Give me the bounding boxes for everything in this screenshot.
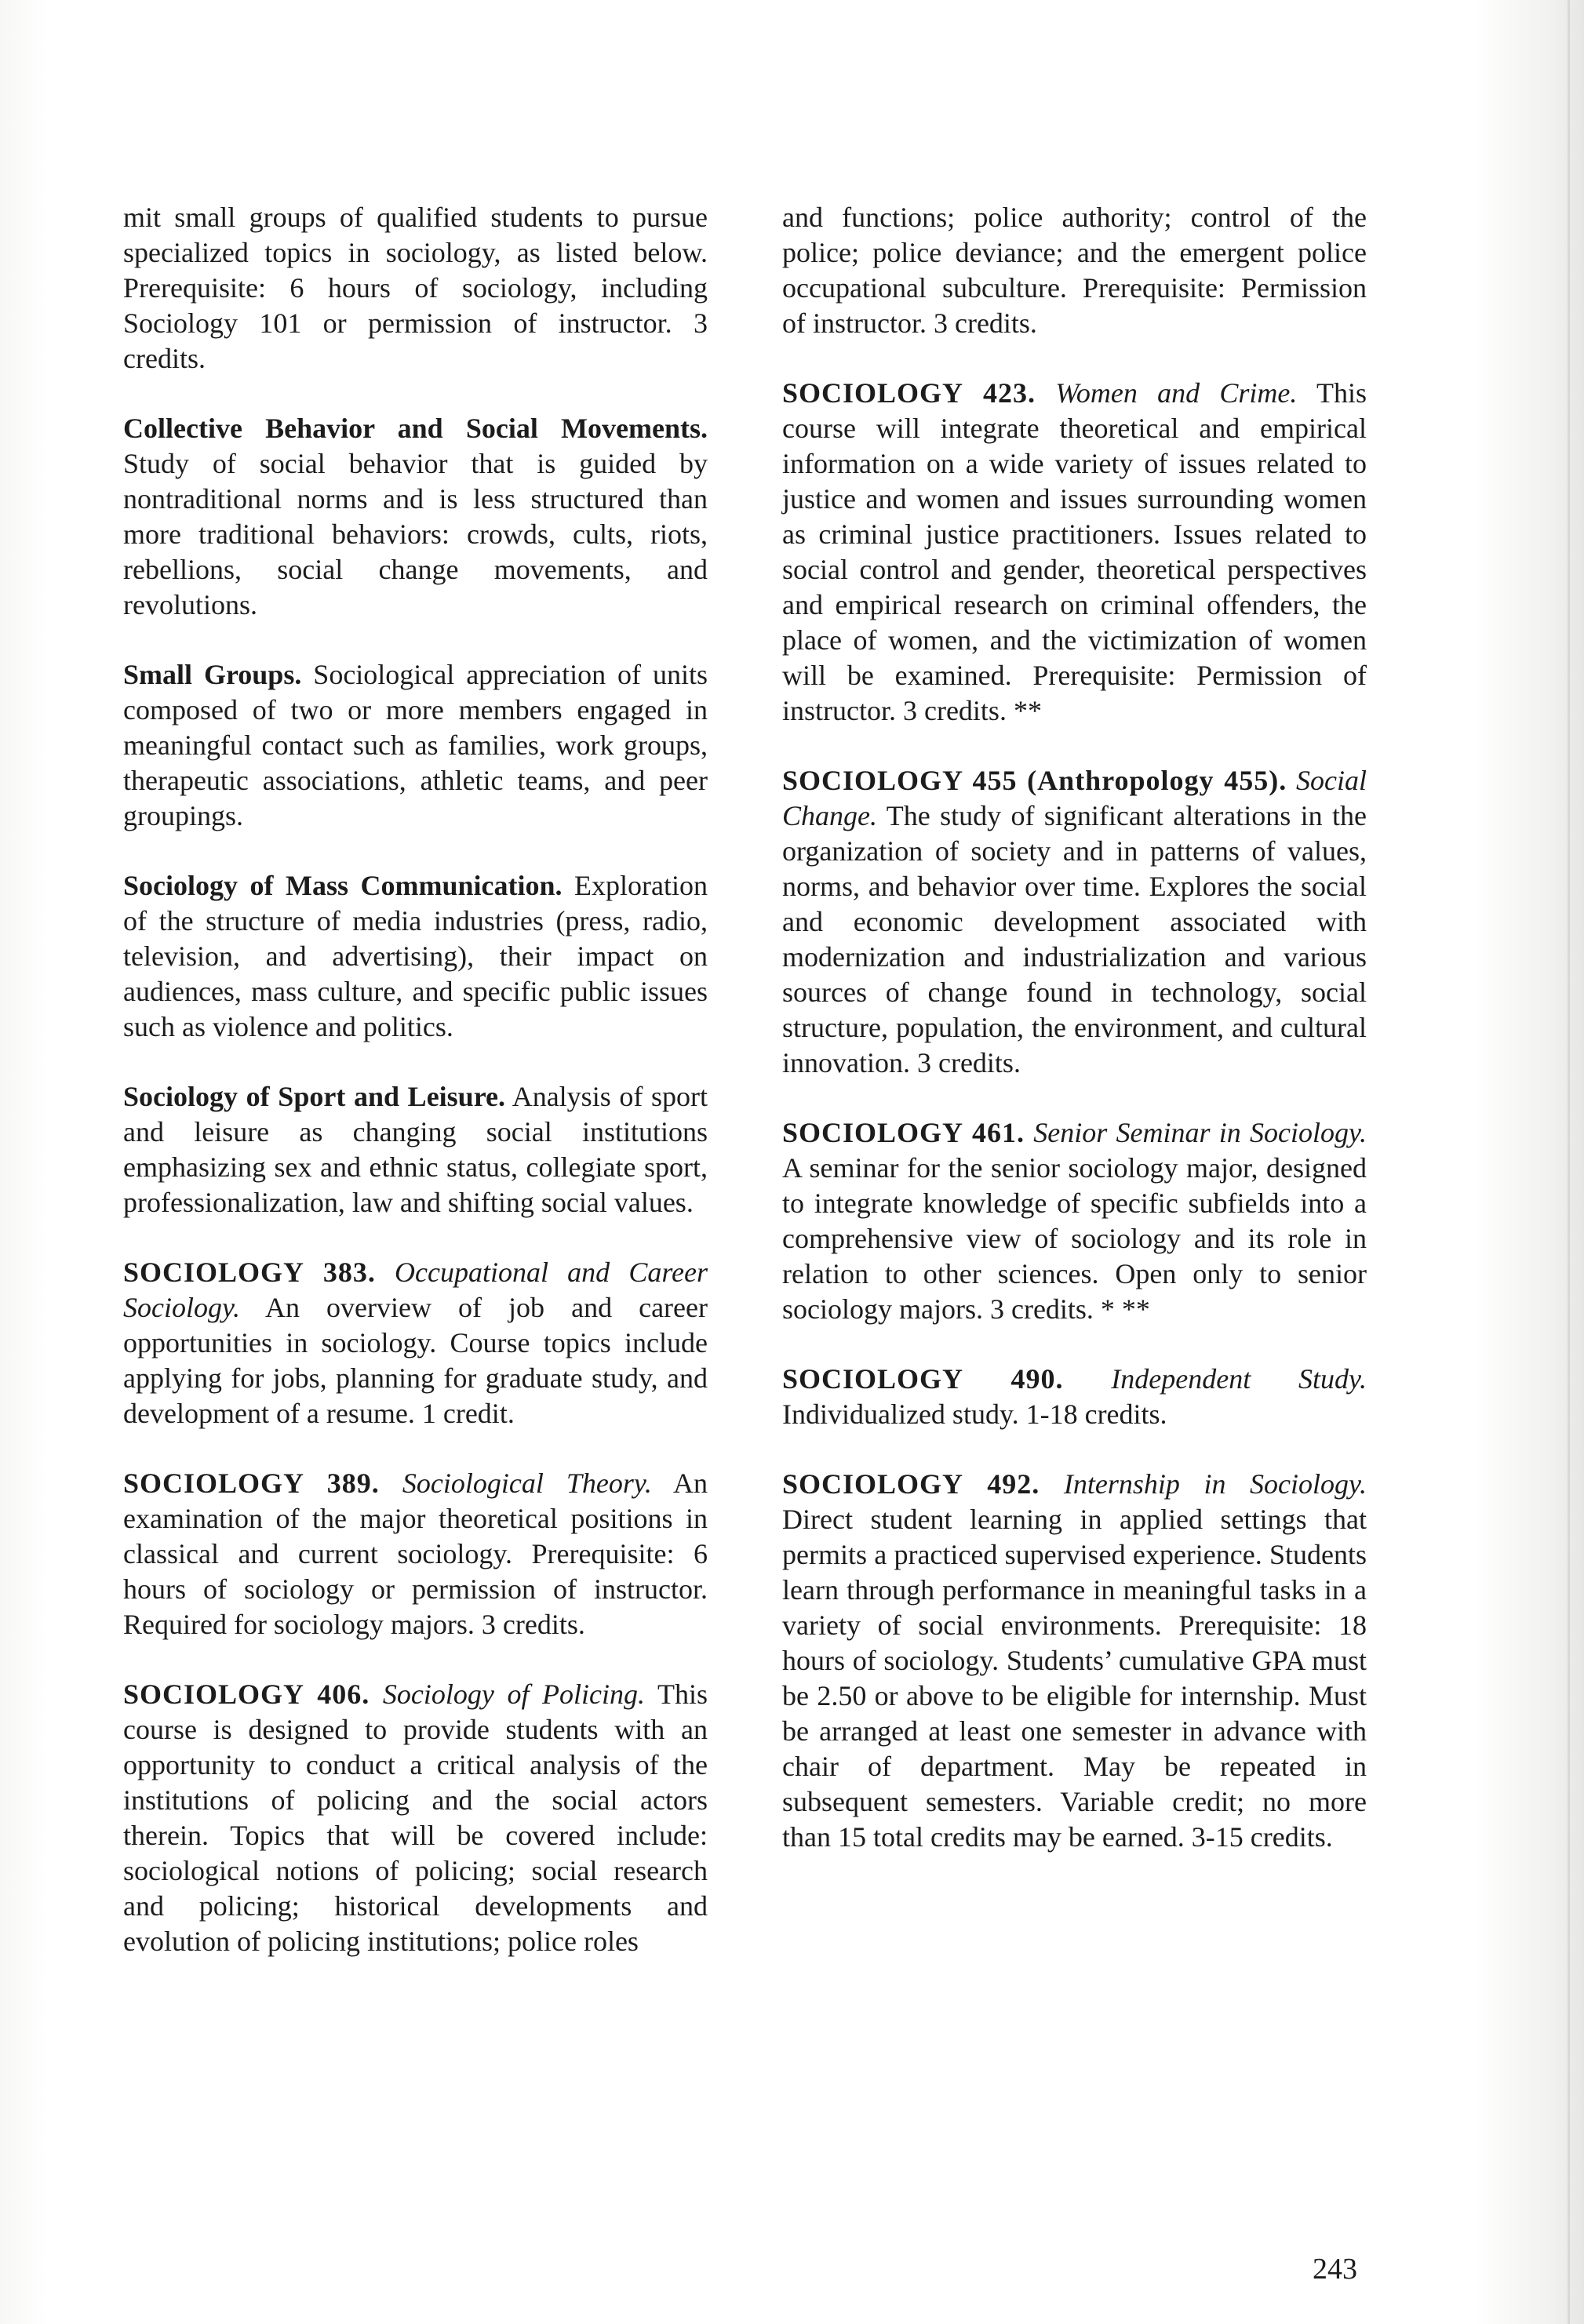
course-number: SOCIOLOGY 455 (Anthropology 455). — [782, 765, 1287, 796]
entry-text: Analysis of sport and leisure as changing social institutions emphasizing sex and ethnic status, collegiate sport, professionalization, law and shifting social values. — [123, 1081, 708, 1218]
topic-entry — [123, 411, 708, 623]
course-entry — [123, 1677, 708, 1959]
course-title: Independent Study. — [1111, 1363, 1367, 1395]
course-title: Social Change. — [782, 765, 1367, 831]
left-column — [123, 200, 708, 1994]
topic-entry — [123, 1079, 708, 1220]
course-entry — [782, 376, 1367, 729]
course-entry — [782, 1115, 1367, 1327]
course-entry — [782, 1467, 1367, 1855]
course-number: SOCIOLOGY 383. — [123, 1257, 376, 1288]
entry-text: Individualized study. 1-18 credits. — [782, 1398, 1167, 1430]
topic-heading: Small Groups. — [123, 659, 302, 690]
course-title: Internship in Sociology. — [1063, 1468, 1367, 1500]
entry-text: A seminar for the senior sociology major, designed to integrate knowledge of specific subfields into a comprehensive view of sociology and its role in relation to other sciences. Open only to senior sociology majors. 3 credits. * ** — [782, 1152, 1367, 1325]
page-edge-shadow — [1568, 0, 1570, 2324]
right-column — [782, 200, 1367, 1889]
course-number: SOCIOLOGY 423. — [782, 377, 1036, 409]
topic-heading: Collective Behavior and Social Movements. — [123, 413, 708, 444]
course-title: Sociological Theory. — [402, 1468, 652, 1499]
course-entry — [123, 1466, 708, 1642]
course-entry — [782, 1362, 1367, 1432]
entry-text: Study of social behavior that is guided by nontraditional norms and is less structured than more traditional behaviors: crowds, cults, riots, rebellions, social change movements, and revolutions. — [123, 448, 708, 620]
topic-entry — [123, 868, 708, 1045]
entry-text: Exploration of the structure of media industries (press, radio, television, and advertising), their impact on audiences, mass culture, and specific public issues such as violence and politics. — [123, 870, 708, 1042]
page-number: 243 — [1313, 2253, 1357, 2286]
course-title: Occupational and Career Sociology. — [123, 1257, 708, 1323]
entry-text: This course is designed to provide students with an opportunity to conduct a critical analysis of the institutions of policing and the social actors therein. Topics that will be covered include: sociological notions of policing; social research and policing; historical developments and evolution of policing institutions; police roles — [123, 1678, 708, 1957]
course-number: SOCIOLOGY 492. — [782, 1468, 1040, 1500]
entry-text: Direct student learning in applied settings that permits a practiced supervised experience. Students learn through performance in meaningful tasks in a variety of social environments. Prerequisite: 18 hours of sociology. Students’ cumulative GPA must be 2.50 or above to be eligible for internship. Must be arranged at least one semester in advance with chair of department. May be repeated in subsequent semesters. Variable credit; no more than 15 total credits may be earned. 3-15 credits. — [782, 1504, 1367, 1853]
course-entry — [123, 1255, 708, 1431]
entry-text: and functions; police authority; control of the police; police deviance; and the emergent police occupational subculture. Prerequisite: Permission of instructor. 3 credits. — [782, 202, 1367, 339]
course-title: Senior Seminar in Sociology. — [1033, 1117, 1367, 1148]
entry-text: Sociological appreciation of units composed of two or more members engaged in meaningful contact such as families, work groups, therapeutic associations, athletic teams, and peer groupings. — [123, 659, 708, 831]
entry-text: mit small groups of qualified students to pursue specialized topics in sociology, as listed below. Prerequisite: 6 hours of sociology, including Sociology 101 or permission of instructor. 3 credits. — [123, 202, 708, 374]
entry-text: An overview of job and career opportunities in sociology. Course topics include applying for jobs, planning for graduate study, and development of a resume. 1 credit. — [123, 1292, 708, 1429]
topic-heading: Sociology of Mass Communication. — [123, 870, 563, 901]
course-number: SOCIOLOGY 389. — [123, 1468, 380, 1499]
course-title: Sociology of Policing. — [382, 1678, 646, 1710]
entry-text: An examination of the major theoretical positions in classical and current sociology. Prerequisite: 6 hours of sociology or permission of instructor. Required for sociology majors. 3 credits. — [123, 1468, 708, 1640]
course-title: Women and Crime. — [1055, 377, 1298, 409]
entry-text: This course will integrate theoretical and empirical information on a wide variety of issues related to justice and women and issues surrounding women as criminal justice practitioners. Issues related to social control and gender, theoretical perspectives and empirical research on criminal offenders, the place of women, and the victimization of women will be examined. Prerequisite: Permission of instructor. 3 credits. ** — [782, 377, 1367, 726]
course-entry-continued — [123, 200, 708, 376]
topic-heading: Sociology of Sport and Leisure. — [123, 1081, 506, 1112]
course-entry — [782, 763, 1367, 1081]
topic-entry — [123, 657, 708, 834]
entry-text: The study of significant alterations in the organization of society and in patterns of values, norms, and behavior over time. Explores the social and economic development associated with modernization and industrialization and various sources of change found in technology, social structure, population, the environment, and cultural innovation. 3 credits. — [782, 800, 1367, 1078]
course-number: SOCIOLOGY 461. — [782, 1117, 1025, 1148]
course-number: SOCIOLOGY 406. — [123, 1678, 370, 1710]
course-entry-continued — [782, 200, 1367, 341]
course-number: SOCIOLOGY 490. — [782, 1363, 1064, 1395]
